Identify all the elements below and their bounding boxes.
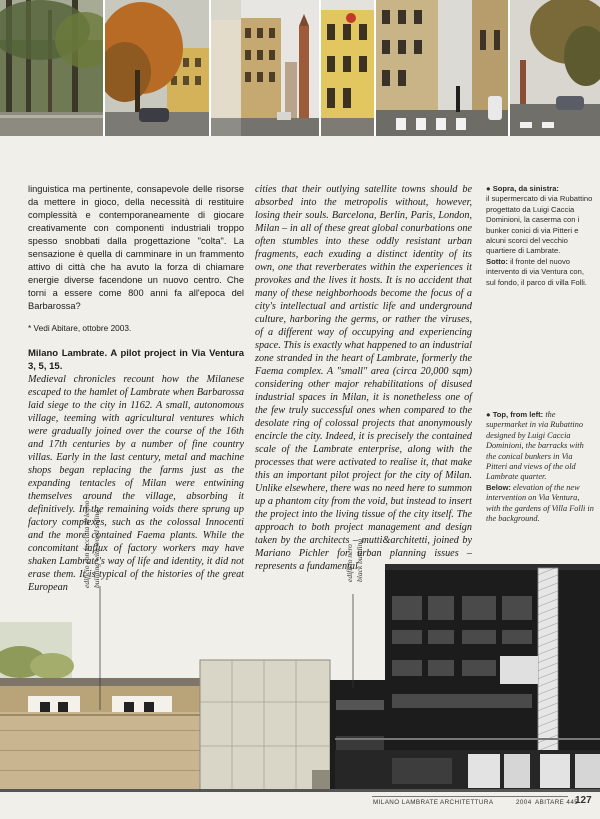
english-body-paragraph-1: Medieval chronicles recount how the Milanese escaped to the hamlet of Lambrate when Barbarossa laid siege to the city in 1162. A small, autonomous village, teeming with agricultural ventures which were gradually joined over the course of the 16th and 17th centuries by a number of fine country villas. Early in the last century, metal and machine shops began replacing the farms just as the expanding tentacles of Milan were entwining themselves around the village, absorbing it definitively. In the remaining voids there sprung up factory complexes, such as the colossal Innocenti and the more contained Faema plants. While the concomitant influx of factory workers may have shaken Lambrate's way of life and identity, it did not erase them. It is typical of the histories of the great European [28, 374, 244, 593]
yellow-building-street-photo [241, 0, 319, 136]
footnote: * Vedi Abitare, ottobre 2003. [28, 323, 132, 333]
footer-year: 2004 [516, 799, 532, 806]
elevation-label-black-english: black building [355, 538, 364, 582]
page-number: 127 [575, 795, 592, 806]
intro-italian-paragraph: linguistica ma pertinente, consapevole delle risorse da mettere in gioco, della necessità di restituire complessità e contemporaneamente di giocare creativamente con componenti industriali troppo spesso snobbati dalla progettazione "colta". La sensazione è quella di camminare in un frammento attivo di città che ha avuto la forza di chiamare energie diverse facendone un nuovo centro. Che torni a essere come 800 anni fa all'epoca del Barbarossa? [28, 184, 244, 311]
elevation-label-wood-building [82, 501, 91, 588]
caption-italian-title: Sopra, da sinistra: [492, 184, 559, 193]
article-heading: Milano Lambrate. A pilot project in Via Ventura 3, 5, 15. [28, 348, 244, 372]
caption-english-subtitle: Below: [486, 482, 511, 492]
caption-italian [486, 184, 594, 288]
elevation-label-wood-english: building with wood siding [92, 509, 101, 588]
caption-bullet-icon: ● [486, 184, 493, 193]
elevation-label-wood-building-english [92, 510, 101, 588]
english-body-paragraph-2: cities that their outlying satellite towns should be absorbed into the metropolis without, however, losing their souls. Barcelona, Berlin, Paris, London, Milan – in all of these great global conurbations one often stumbles into these oddly resistant urban fragments, each exuding a distinct identity of its own, one that reverberates within the experiences it provokes and the lives it hosts. It is no accident that many of these neighborhoods become the focus of a city's intellectual and artistic life and underground culture, harboring the germs, or rather the viruses, of a different way of occupying and experiencing space. This is exactly what happened to an industrial zone stranded in the heart of Lambrate, formerly the Faema complex. A "small" area (circa 20,000 sqm) considering other major rehabilitations of disused industrial spaces in Milan, it is nonetheless one of the few truly successful ones when compared to the desolate ring of colossal projects that anonymously encircle the city. Indeed, it is precisely the contained scale of the Lambrate enterprise, along with the processes that were activated to realise it, that make this an important pilot project for the city of Milan. Unlike elsewhere, there was no need here to summon up a phantom city from the void, but instead to insert the project into the living tissue of the city itself. The approach to both project management and design taken by the architects – mutti&architetti, joined by Mariano Pichler for urban planning issues – represents a fundamental [255, 184, 472, 572]
elevation-label-black-italian: edificio nero [345, 544, 354, 582]
via-ventura-street-photo [510, 0, 600, 136]
crosswalk-street-photo [376, 0, 508, 136]
street-church-tower-photo [211, 0, 241, 136]
autumn-trees-buildings-photo [105, 0, 209, 136]
caption-bullet-icon: ● [486, 410, 493, 419]
photo-strip [0, 0, 600, 136]
caption-english-text: the supermarket in via Rubattino designed by Luigi Caccia Dominioni, the barracks with the conical bunkers in Via Pitteri and views of the old Lambrate quarter. [486, 410, 584, 482]
yellow-building-street-photo [321, 0, 374, 136]
elevation-label-black-building [345, 544, 354, 582]
tree-lined-avenue-photo [0, 0, 103, 136]
caption-italian-subtitle: Sotto: [486, 256, 508, 266]
elevation-label-black-building-english [355, 539, 364, 582]
footer-category: ARCHITETTURA [440, 799, 494, 806]
caption-english [486, 410, 594, 524]
caption-italian-subtext: il fronte del nuovo intervento di via Ventura con, sul fondo, il parco di villa Folli. [486, 256, 587, 287]
caption-english-title: Top, from left: [492, 410, 544, 419]
footer-issue: ABITARE 445 [535, 799, 579, 806]
elevation-label-wood-italian: edificio con facciata di legno [82, 500, 91, 588]
caption-italian-text: il supermercato di via Rubattino progettato da Luigi Caccia Dominioni, la caserma con i bunker conici di via Pitteri e alcuni scorci del vecchio quartiere di Lambrate. [486, 194, 593, 256]
page-footer [0, 792, 600, 819]
caption-english-subtext: elevation of the new intervention on Via Ventura, with the gardens of Villa Folli in the background. [486, 482, 594, 524]
footer-rule [372, 796, 568, 797]
footer-section: MILANO LAMBRATE [373, 799, 439, 806]
